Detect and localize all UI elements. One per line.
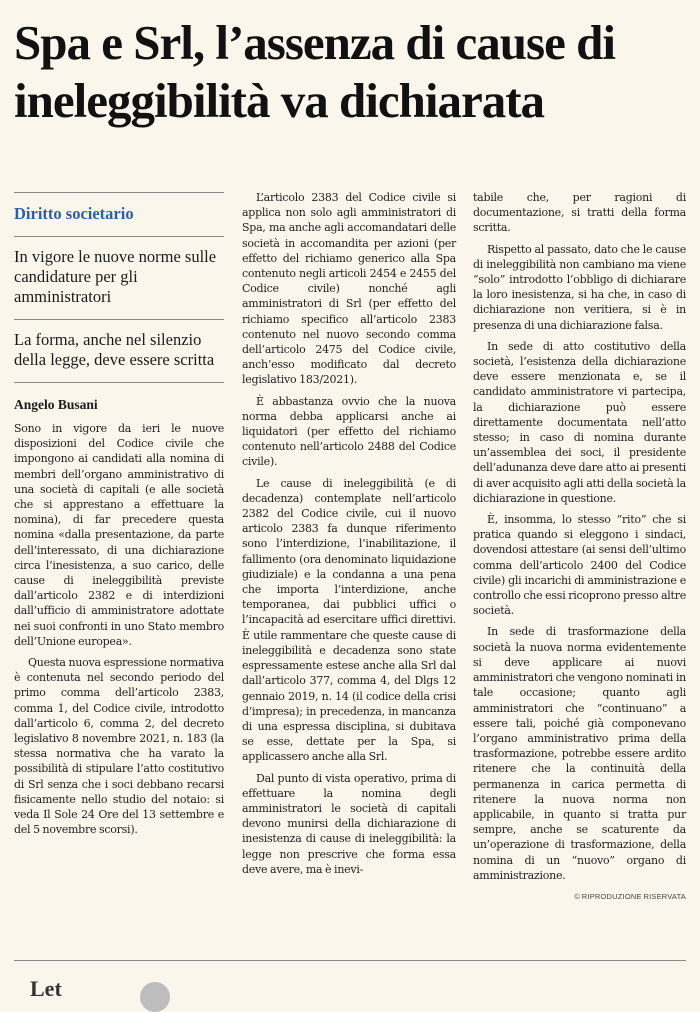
paragraph: Dal punto di vista operativo, prima di effettuare la nomina degli amministratori le società di capitali devono munirsi della dichiarazione di inesistenza di cause di ineleggibilità: la legge non prescrive che forma essa deve avere, ma è inevi- [242, 771, 456, 876]
author-byline: Angelo Busani [14, 397, 98, 412]
body-column-3 [473, 190, 686, 904]
paragraph: Rispetto al passato, dato che le cause di ineleggibilità non cambiano ma viene “solo” introdotto l’obbligo di dichiarare la loro inesistenza, si ha che, in caso di dichiarazione non veritiera, si è in presenza di una dichiarazione falsa. [473, 242, 686, 332]
copyright-notice: © RIPRODUZIONE RISERVATA [574, 891, 686, 901]
footer-divider [14, 960, 686, 961]
paragraph: Le cause di ineleggibilità (e di decadenza) contemplate nell’articolo 2382 del Codice civile, cui il nuovo articolo 2383 fa dunque riferimento sono l’interdizione, l’inabilitazione, il fallimento (ora denominato liquidazione giudiziale) e la condanna a una pena che importa l’interdizione, anche temporanea, dai pubblici uffici o l’incapacità ad esercitare uffici direttivi. È utile rammentare che queste cause di ineleggibilità e decadenza sono state espressamente estese anche alla Srl dal dall’articolo 377, comma 4, del Dlgs 12 gennaio 2019, n. 14 (il codice della crisi d’impresa); in precedenza, in mancanza di una espressa disciplina, si dubitava se esse, dettate per la Spa, si applicassero anche alla Srl. [242, 476, 456, 764]
footer-photo-placeholder [140, 982, 170, 1012]
body-column-1 [14, 421, 224, 837]
sidebar-column [14, 192, 224, 843]
paragraph: tabile che, per ragioni di documentazione, si tratti della forma scritta. [473, 191, 686, 235]
subhead-2: La forma, anche nel silenzio della legge, deve essere scritta [14, 330, 215, 369]
paragraph: È abbastanza ovvio che la nuova norma debba applicarsi anche ai liquidatori (per effetto del richiamo contenuto nell’articolo 2488 del Codice civile). [242, 394, 456, 469]
paragraph: In sede di trasformazione della società la nuova norma evidentemente si deve applicare ai nuovi amministratori che vengono nominati in tale occasione; quanto agli amministratori che “continuano” a essere tali, poiché già componevano l’organo amministrativo prima della trasformazione, potrebbe essere ardito ritenere che la continuità della permanenza in carica permetta di ritenere la nuova norma non applicabile, in quanto si tratta pur sempre, anche se scaturente da un’operazione di trasformazione, della nomina di un “nuovo” organo di amministrazione. [473, 625, 686, 882]
subhead-1: In vigore le nuove norme sulle candidature per gli amministratori [14, 247, 217, 306]
footer-heading-stub: Let [30, 976, 62, 1001]
paragraph: Questa nuova espressione normativa è contenuta nel secondo periodo del primo comma dell’articolo 2383, comma 1, del Codice civile, introdotto dall’articolo 6, comma 2, del decreto legislativo 8 novembre 2021, n. 183 (la stessa normativa che ha varato la possibilità di stipulare l’atto costitutivo di Srl senza che i soci debbano recarsi fisicamente nello studio del notaio: si veda Il Sole 24 Ore del 13 settembre e del 5 novembre scorsi). [14, 656, 224, 837]
article-headline: Spa e Srl, l’assenza di cause di ineleggibilità va dichiarata [14, 15, 615, 128]
body-column-2 [242, 190, 456, 883]
paragraph: In sede di atto costitutivo della società, l’esistenza della dichiarazione deve essere menzionata e, se il candidato amministratore vi partecipa, la dichiarazione può essere direttamente documentata nell’atto stesso; in caso di nomina durante un’assemblea dei soci, il presidente dell’adunanza deve dare atto ai presenti di aver acquisito agli atti della società la dichiarazione in questione. [473, 339, 686, 505]
divider [14, 382, 224, 383]
paragraph: È, insomma, lo stesso “rito” che si pratica quando si eleggono i sindaci, dovendosi attestare (ai sensi dell’ultimo comma dell’articolo 2400 del Codice civile) gli incarichi di amministrazione e controllo che essi ricoprono presso altre società. [473, 513, 686, 618]
paragraph: Sono in vigore da ieri le nuove disposizioni del Codice civile che impongono ai candidati alla nomina di membri dell’organo amministrativo di una società di capitali (e alle società che si apprestano a effettuare la nomina), di far precedere questa nomina «dalla presentazione, da parte dell’interessato, di una dichiarazione circa l’inesistenza, a suo carico, delle cause di ineleggibilità previste dall’articolo 2382 e di interdizioni dall’ufficio di amministratore adottate nei suoi confronti in uno Stato membro dell’Unione europea». [14, 422, 224, 648]
section-label: Diritto societario [14, 204, 134, 223]
paragraph: L’articolo 2383 del Codice civile si applica non solo agli amministratori di Spa, ma anche agli accomandatari delle società in accomandita per azioni (per effetto del richiamo generico alla Spa contenuto negli articoli 2454 e 2455 del Codice civile) nonché agli amministratori di Srl (per effetto del richiamo specifico all’articolo 2383 contenuto nel nuovo secondo comma dell’articolo 2475 del Codice civile, anch’esso modificato dal decreto legislativo 183/2021). [242, 191, 456, 387]
